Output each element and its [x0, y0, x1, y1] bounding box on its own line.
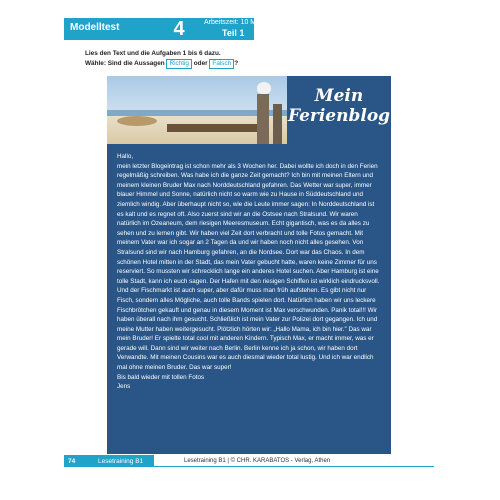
test-number: 4: [173, 18, 185, 40]
instruction-line-1: Lies den Text und die Aufgaben 1 bis 6 dazu.: [85, 50, 221, 57]
blog-title-panel: [287, 76, 391, 144]
footer-copyright: Lesetraining B1 | © CHR. KARABATOS - Verlag, Athen: [184, 458, 331, 464]
blog-title-line-1: Mein: [314, 86, 364, 106]
blog-text: Hallo, mein letzter Blogeintrag ist schon mehr als 3 Wochen her. Dabei wollte ich doch in den Ferien regelmäßig schreiben. Was habe ich die ganze Zeit gemacht? Ich bin mit meinen Eltern und meinem kleinen Bruder Max nach Norddeutschland gefahren. Das Wetter war super, immer blauer Himmel und Sonne, natürlich nicht so warm wie zu Hause in Süddeutschland und ziemlich windig. Aber überhaupt nicht so, wie die Leute immer sagen: In Norddeutschland ist es kalt und es regnet oft. Also zuerst sind wir an die Ostsee nach Stralsund. Wir waren natürlich im Ozeaneum, dem riesigen Meeresmuseum. Echt gigantisch, was es da alles zu sehen und zu lernen gibt. Wir haben viel Zeit dort verbracht und tolle Fotos gemacht. Mit meinem Vater war ich sogar an 2 Tagen da und wir haben noch nicht alles gesehen. Von Stralsund sind wir nach Hamburg gefahren, an die Nordsee. Dort war das Chaos. In dem schönen Hotel mitten in der Stadt, das mein Vater gebucht hatte, waren keine Zimmer für uns reserviert. So mussten wir schrecklich lange ein anderes Hotel suchen. Aber Hamburg ist eine tolle Stadt, kann ich euch sagen. Der Hafen mit den riesigen Schiffen ist wirklich eindrucksvoll. Und der Fischmarkt ist auch super, aber dafür muss man früh aufstehen. Es gibt nicht nur Fisch, sondern alles Mögliche, auch tolle Bands spielen dort. Natürlich haben wir uns leckere Fischbrötchen gekauft und genau in diesem Moment ist Max verschwunden. Panik total!!! Wir haben überall nach ihm gesucht. Schließlich ist mein Vater zur Polizei dort gegangen. Ich und meine Mutter haben weitergesucht. Plötzlich hörten wir: „Hallo Mama, ich bin hier." Das war mein Bruder! Er spielte total cool mit anderen Kindern. Typisch Max, er macht immer, was er gerade will. Dann sind wir weiter nach Berlin. Berlin kenne ich ja schon, wir haben dort Verwandte. Mit meinen Cousins war es auch diesmal wieder total lustig. Und ich war endlich mal ohne meinen Bruder. Das war super! Bis bald wieder mit tollen Fotos Jens: [117, 153, 380, 391]
rope-coil: [117, 116, 157, 126]
beach-photo: [107, 76, 287, 144]
instruction-connector: oder: [193, 60, 208, 67]
instruction-suffix: ?: [234, 60, 239, 67]
page-number: 74: [68, 458, 76, 465]
instruction-prefix: Wähle: Sind die Aussagen: [85, 60, 165, 67]
tag-falsch: Falsch: [209, 59, 234, 69]
part-label: Teil 1: [222, 28, 245, 38]
tag-richtig: Richtig: [166, 59, 192, 69]
test-label: Modelltest: [70, 22, 120, 33]
instructions: [85, 49, 238, 69]
deck-chair: [167, 124, 257, 132]
blog-body: [107, 144, 391, 454]
footer-book-title: Lesetraining B1: [98, 458, 144, 465]
blog-title: [287, 86, 391, 126]
instruction-line-2: [85, 59, 238, 69]
blog-title-line-2: Ferienblog: [287, 106, 391, 126]
seagull-icon: [257, 82, 271, 94]
header-bar: [64, 18, 276, 40]
work-time: Arbeitszeit: 10 Minuten: [204, 19, 276, 26]
wooden-post: [257, 94, 269, 144]
wooden-post-2: [273, 104, 282, 144]
footer-rule: [154, 466, 434, 467]
